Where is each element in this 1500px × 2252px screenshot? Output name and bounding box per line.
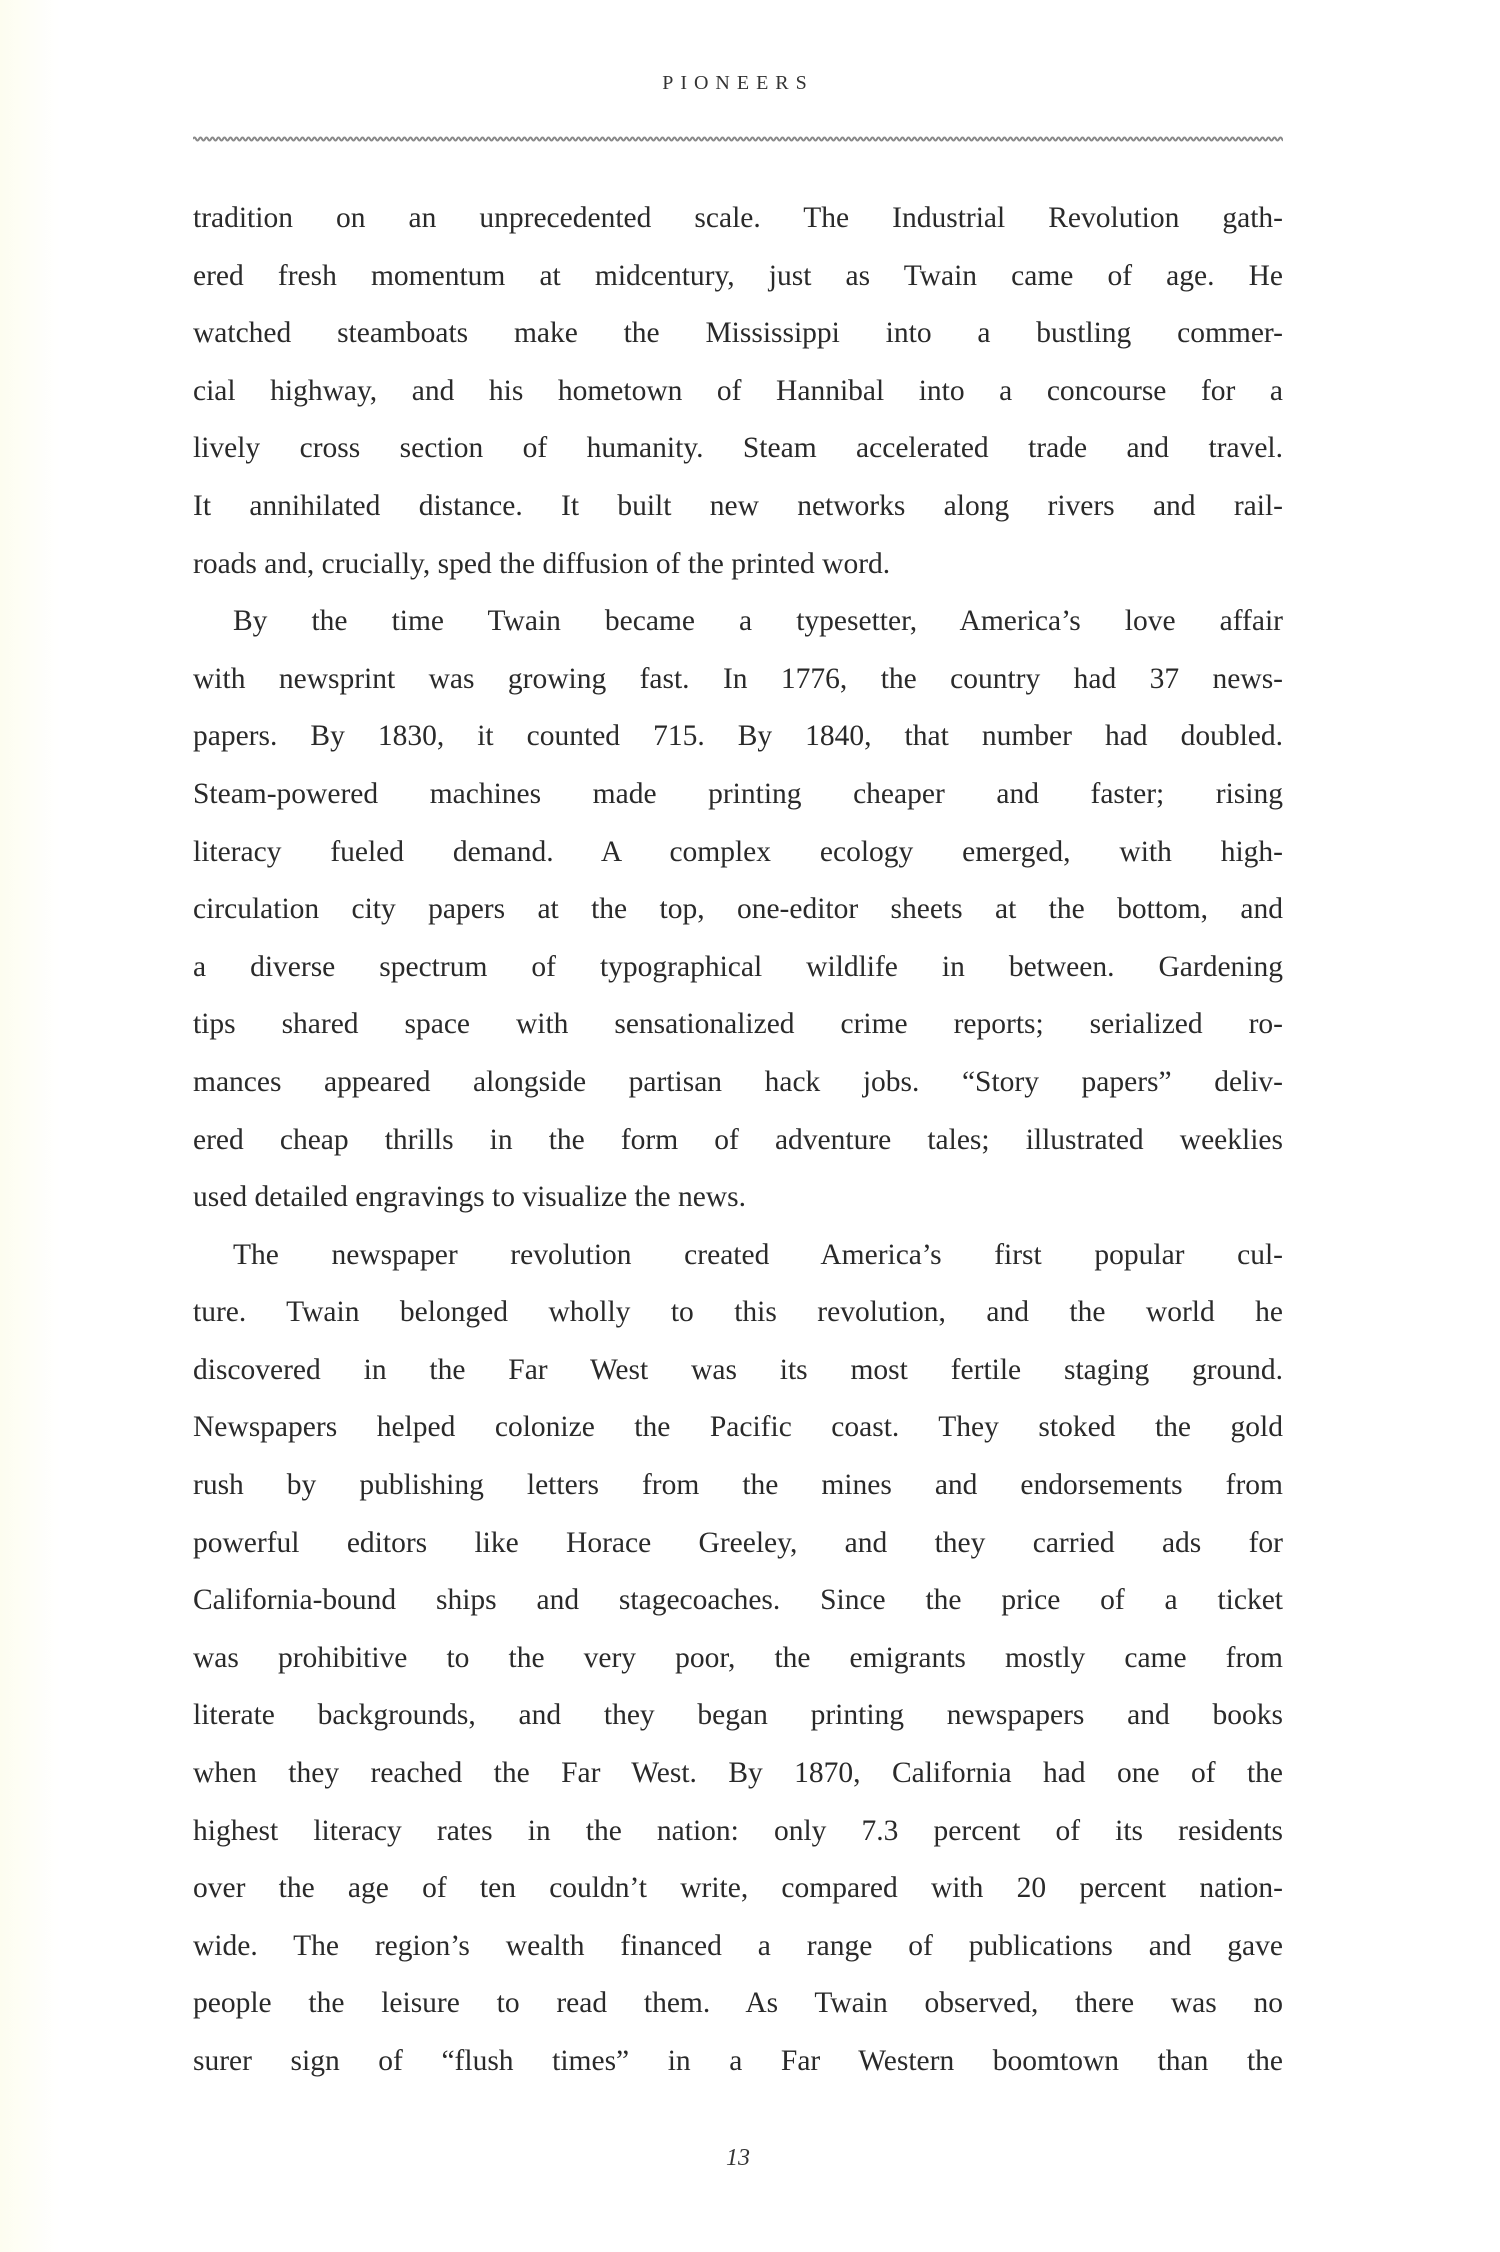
text-line: lively cross section of humanity. Steam accelerated trade and travel. [193,432,1283,465]
page-edge-tint [0,0,60,2252]
text-line: tradition on an unprecedented scale. The Industrial Revolution gath- [193,202,1283,234]
text-line: By the time Twain became a typesetter, America’s love affair [233,605,1283,638]
text-line: powerful editors like Horace Greeley, and they carried ads for [193,1526,1283,1559]
text-line: literacy fueled demand. A complex ecology emerged, with high- [193,835,1283,868]
page-number: 13 [726,2145,750,2171]
text-line: with newsprint was growing fast. In 1776, the country had 37 news- [193,662,1283,695]
text-line: papers. By 1830, it counted 715. By 1840, that number had doubled. [193,720,1283,753]
text-line: Steam-powered machines made printing cheaper and faster; rising [193,777,1283,810]
text-line: discovered in the Far West was its most fertile staging ground. [193,1353,1283,1386]
text-line: The newspaper revolution created America’s first popular cul- [233,1238,1283,1271]
body-text [193,190,1283,2091]
text-line: California-bound ships and stagecoaches. Since the price of a ticket [193,1584,1283,1617]
text-line: highest literacy rates in the nation: only 7.3 percent of its residents [193,1814,1283,1847]
text-line: It annihilated distance. It built new networks along rivers and rail- [193,489,1283,522]
text-line: circulation city papers at the top, one-editor sheets at the bottom, and [193,893,1283,926]
text-line: Newspapers helped colonize the Pacific coast. They stoked the gold [193,1411,1283,1444]
text-line: rush by publishing letters from the mines and endorsements from [193,1469,1283,1502]
text-line: watched steamboats make the Mississippi into a bustling commer- [193,317,1283,350]
text-line: mances appeared alongside partisan hack jobs. “Story papers” deliv- [193,1065,1283,1098]
text-line: ered fresh momentum at midcentury, just as Twain came of age. He [193,259,1283,292]
text-line: a diverse spectrum of typographical wildlife in between. Gardening [193,950,1283,983]
text-line: was prohibitive to the very poor, the emigrants mostly came from [193,1641,1283,1674]
text-line: cial highway, and his hometown of Hannibal into a concourse for a [193,374,1283,407]
text-line: when they reached the Far West. By 1870, California had one of the [193,1757,1283,1790]
text-line: people the leisure to read them. As Twain observed, there was no [193,1987,1283,2020]
text-line: literate backgrounds, and they began printing newspapers and books [193,1699,1283,1732]
wavy-rule-divider [193,130,1283,144]
text-line: ture. Twain belonged wholly to this revolution, and the world he [193,1296,1283,1329]
text-line: used detailed engravings to visualize the news. [193,1181,746,1214]
text-line: tips shared space with sensationalized crime reports; serialized ro- [193,1008,1283,1041]
text-line: surer sign of “flush times” in a Far Western boomtown than the [193,2045,1283,2077]
running-head: PIONEERS [662,72,814,94]
text-line: over the age of ten couldn’t write, compared with 20 percent nation- [193,1872,1283,1905]
text-line: ered cheap thrills in the form of adventure tales; illustrated weeklies [193,1123,1283,1156]
text-line: wide. The region’s wealth financed a range of publications and gave [193,1929,1283,1962]
text-line: roads and, crucially, sped the diffusion of the printed word. [193,547,891,580]
